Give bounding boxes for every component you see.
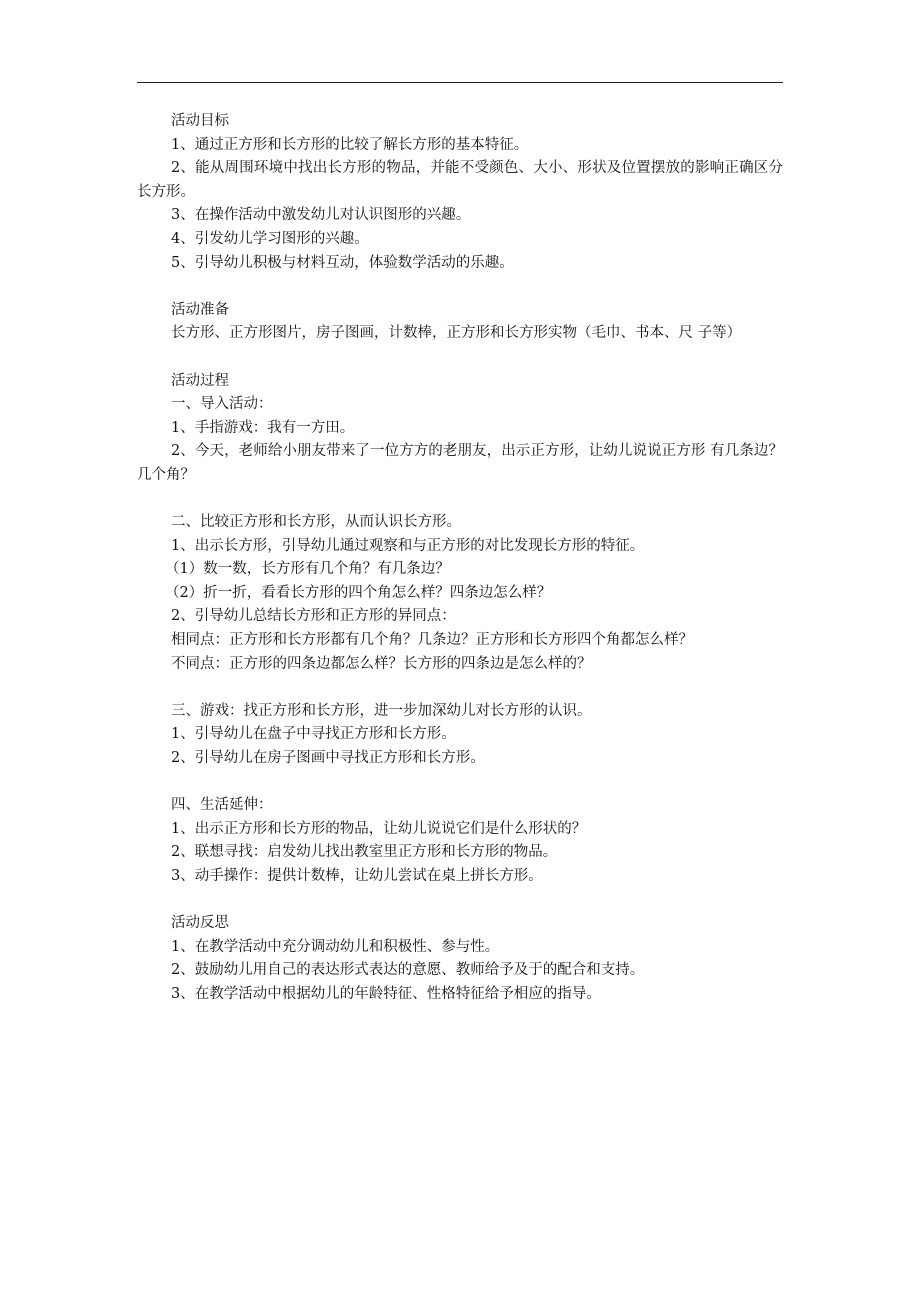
process-item: 1、出示正方形和长方形的物品，让幼儿说说它们是什么形状的？ — [171, 820, 587, 837]
process-part-title: 三、游戏：找正方形和长方形，进一步加深幼儿对长方形的认识。 — [171, 702, 592, 719]
spacer — [137, 676, 783, 700]
process-item: 2、引导幼儿在房子图画中寻找正方形和长方形。 — [171, 750, 485, 767]
process-item: 不同点：正方形的四条边都怎么样？长方形的四条边是怎么样的？ — [171, 655, 592, 672]
process-item: 3、动手操作：提供计数棒，让幼儿尝试在桌上拼长方形。 — [171, 868, 543, 884]
document-body — [137, 110, 783, 1007]
spacer — [137, 771, 783, 795]
spacer — [137, 346, 783, 370]
process-item: （1）数一数，长方形有几个角？有几条边？ — [165, 561, 450, 578]
reflection-item: 2、鼓励幼儿用自己的表达形式表达的意愿、教师给予及于的配合和支持。 — [171, 962, 645, 979]
process-item: 相同点：正方形和长方形都有几个角？几条边？正方形和长方形四个角都怎么样？ — [171, 632, 693, 649]
section-heading-prep: 活动准备 — [171, 301, 229, 318]
process-part-title: 二、比较正方形和长方形，从而认识长方形。 — [171, 514, 461, 531]
process-item: 2、联想寻找：启发幼儿找出教室里正方形和长方形的物品。 — [171, 844, 558, 861]
process-item: 1、引导幼儿在盘子中寻找正方形和长方形。 — [171, 726, 456, 743]
process-item: 1、出示长方形，引导幼儿通过观察和与正方形的对比发现长方形的特征。 — [171, 537, 645, 554]
section-heading-reflection: 活动反思 — [171, 915, 229, 932]
section-heading-process: 活动过程 — [171, 372, 229, 389]
process-item: （2）折一折，看看长方形的四个角怎么样？四条边怎么样？ — [165, 584, 552, 601]
prep-text: 长方形、正方形图片，房子图画，计数棒，正方形和长方形实物（毛巾、书本、尺 子等） — [171, 325, 742, 342]
process-item: 1、手指游戏：我有一方田。 — [171, 419, 355, 436]
spacer — [137, 488, 783, 512]
goal-item: 3、在操作活动中激发幼儿对认识图形的兴趣。 — [171, 207, 471, 224]
process-part-title: 一、导入活动： — [171, 396, 273, 413]
goal-item: 1、通过正方形和长方形的比较了解长方形的基本特征。 — [171, 136, 529, 153]
header-rule — [137, 82, 783, 83]
reflection-item: 1、在教学活动中充分调动幼儿和积极性、参与性。 — [171, 938, 500, 955]
goal-item: 5、引导幼儿积极与材料互动，体验数学活动的乐趣。 — [171, 254, 514, 271]
section-heading-goals: 活动目标 — [171, 113, 229, 129]
process-item: 2、引导幼儿总结长方形和正方形的异同点： — [171, 608, 456, 625]
spacer — [137, 889, 783, 913]
goal-item: 2、能从周围环境中找出长方形的物品，并能不受颜色、大小、形状及位置摆放的影响正确区分长方形。 — [137, 160, 783, 200]
process-item: 2、今天，老师给小朋友带来了一位方方的老朋友，出示正方形，让幼儿说说正方形 有几条边？几个角？ — [137, 443, 783, 483]
goal-item: 4、引发幼儿学习图形的兴趣。 — [171, 230, 369, 247]
process-part-title: 四、生活延伸： — [171, 797, 273, 814]
reflection-item: 3、在教学活动中根据幼儿的年龄特征、性格特征给予相应的指导。 — [171, 985, 601, 1002]
spacer — [137, 275, 783, 299]
